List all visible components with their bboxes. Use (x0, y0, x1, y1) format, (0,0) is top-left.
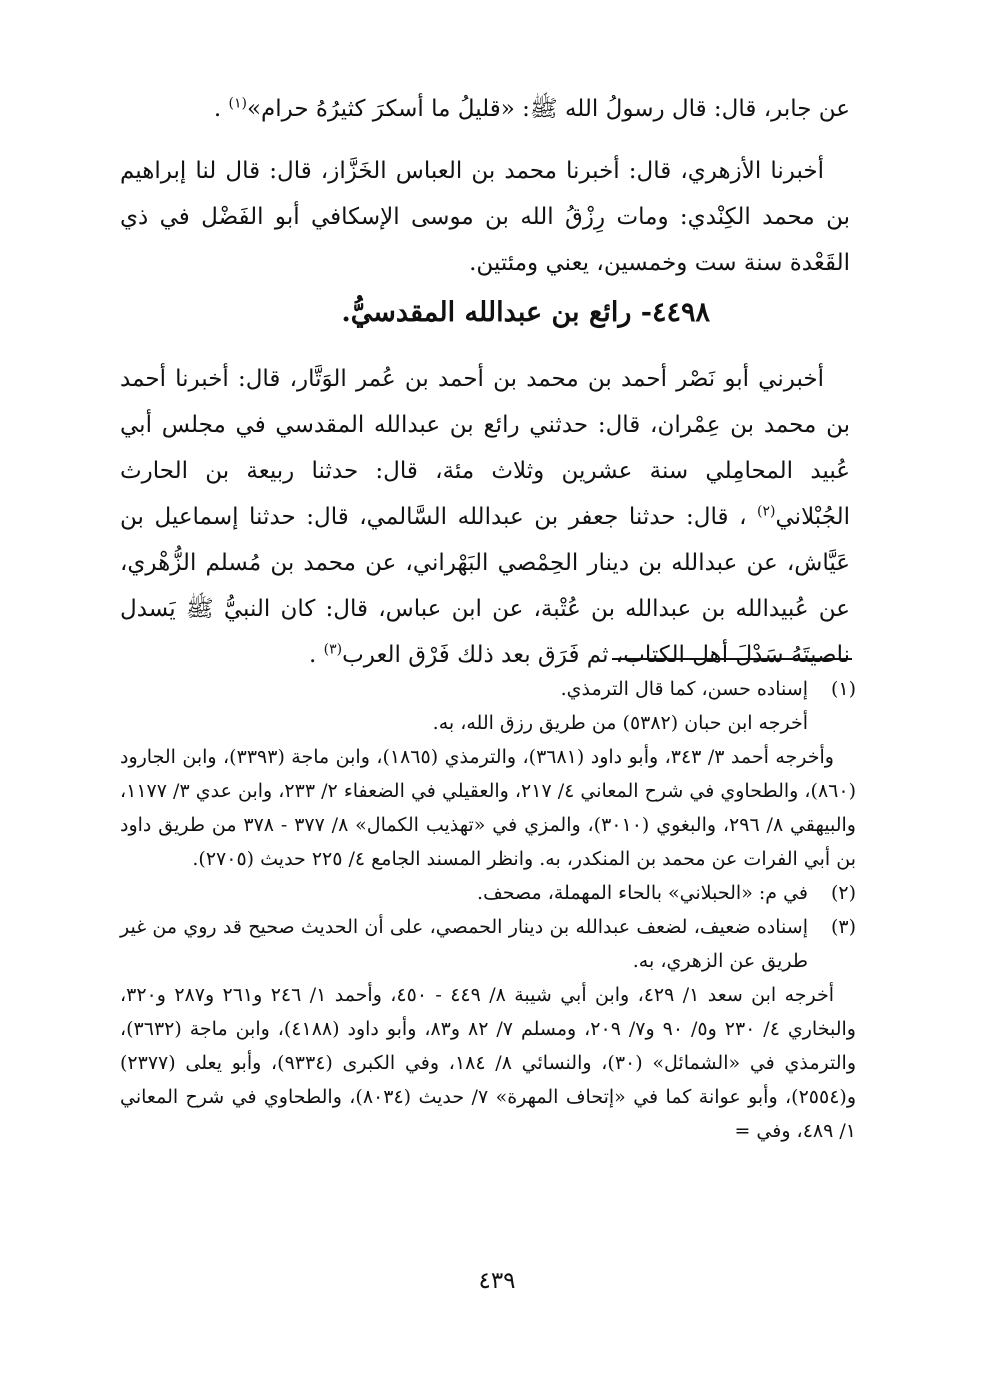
page-number: ٤٣٩ (478, 1268, 516, 1294)
footnote-3-sources: أخرجه ابن سعد ١/ ٤٢٩، وابن أبي شيبة ٨/ ٤٤٩ - ٤٥٠، وأحمد ١/ ٢٤٦ و٢٦١ و٢٨٧ و٣٢٠، والبخاري ٤/ ٢٣٠ و٥/ ٩٠ و٧/ ٢٠٩، ومسلم ٧/ ٨٢ و٨٣، وأبو داود (٤١٨٨)، وابن ماجة (٣٦٣٢)، والترمذي في «الشمائل» (٣٠)، والنسائي ٨/ ١٨٤، وفي الكبرى (٩٣٣٤)، وأبو يعلى (٢٣٧٧) و(٢٥٥٤)، وأبو عوانة كما في «إتحاف المهرة» ٧/ حديث (٨٠٣٤)، والطحاوي في شرح المعاني ١/ ٤٨٩، وفي = (120, 984, 856, 1142)
footnote-line: إسناده ضعيف، لضعف عبدالله بن دينار الحمصي، على أن الحديث صحيح قد روي من غير طريق عن الزهري، به. (120, 916, 808, 972)
footnote-separator (612, 658, 852, 660)
footnote-3 (120, 910, 856, 978)
footnote-2 (120, 876, 856, 910)
paragraph-isnad: أخبرني أبو نَصْر أحمد بن محمد بن أحمد بن عُمر الوَتَّار، قال: أخبرنا أحمد بن محمد بن عِمْران، قال: حدثني رائع بن عبدالله المقدسي في مجلس أبي عُبيد المحامِلي سنة عشرين وثلاث مئة، قال: حدثنا ربيعة بن الحارث الجُبْلاني$^{(٢)}$ ، قال: حدثنا جعفر بن عبدالله السَّالمي، قال: حدثنا إسماعيل بن عَيَّاش، عن عبدالله بن دينار الحِمْصي البَهْراني، عن محمد بن مُسلم الزُّهْري، عن عُبيدالله بن عبدالله بن عُتْبة، عن ابن عباس، قال: كان النبيُّ ﷺ يَسدل ناصيتَهُ سَدْلَ أهل الكتاب، ثم فَرَق بعد ذلك فَرْق العرب$^{(٣)}$ . (120, 366, 850, 668)
footnote-line: إسناده حسن، كما قال الترمذي. (560, 678, 808, 700)
footnotes (120, 672, 856, 1148)
footnote-ref-2: (٢) (757, 503, 776, 520)
footnote-line: أخرجه ابن حبان (٥٣٨٢) من طريق رزق الله، به. (432, 712, 808, 734)
footnote-1-sources: وأخرجه أحمد ٣/ ٣٤٣، وأبو داود (٣٦٨١)، والترمذي (١٨٦٥)، وابن ماجة (٣٣٩٣)، وابن الجارود (٨٦٠)، والطحاوي في شرح المعاني ٤/ ٢١٧، والعقيلي في الضعفاء ٢/ ٢٣٣، وابن عدي ٣/ ١١٧٧، والبيهقي ٨/ ٢٩٦، والبغوي (٣٠١٠)، والمزي في «تهذيب الكمال» ٨/ ٣٧٧ - ٣٧٨ من طريق داود بن أبي الفرات عن محمد بن المنكدر، به. وانظر المسند الجامع ٤/ ٢٢٥ حديث (٢٧٠٥). (120, 746, 856, 870)
main-text (120, 86, 850, 678)
entry-heading: ٤٤٩٨- رائع بن عبدالله المقدسيُّ. (341, 297, 710, 328)
footnote-number: (١) (830, 678, 856, 700)
paragraph-death-report: أخبرنا الأزهري، قال: أخبرنا محمد بن العباس الخَزَّاز، قال: قال لنا إبراهيم بن محمد الكِنْدي: ومات رِزْقُ الله بن موسى الإسكافي أبو الفَضْل في ذي القَعْدة سنة ست وخمسين، يعني ومئتين. (120, 158, 850, 276)
footnote-ref-1: (١) (228, 95, 247, 112)
footnote-1 (120, 672, 856, 740)
paragraph-hadith-end: عن جابر، قال: قال رسولُ الله ﷺ: «قليلُ ما أسكرَ كثيرُهُ حرام»$^{(١)}$ . (213, 95, 850, 122)
footnote-ref-3: (٣) (323, 641, 343, 658)
footnote-line: في م: «الحبلاني» بالحاء المهملة، مصحف. (477, 882, 808, 904)
footnote-number: (٢) (830, 882, 856, 904)
footnote-number: (٣) (830, 916, 856, 938)
